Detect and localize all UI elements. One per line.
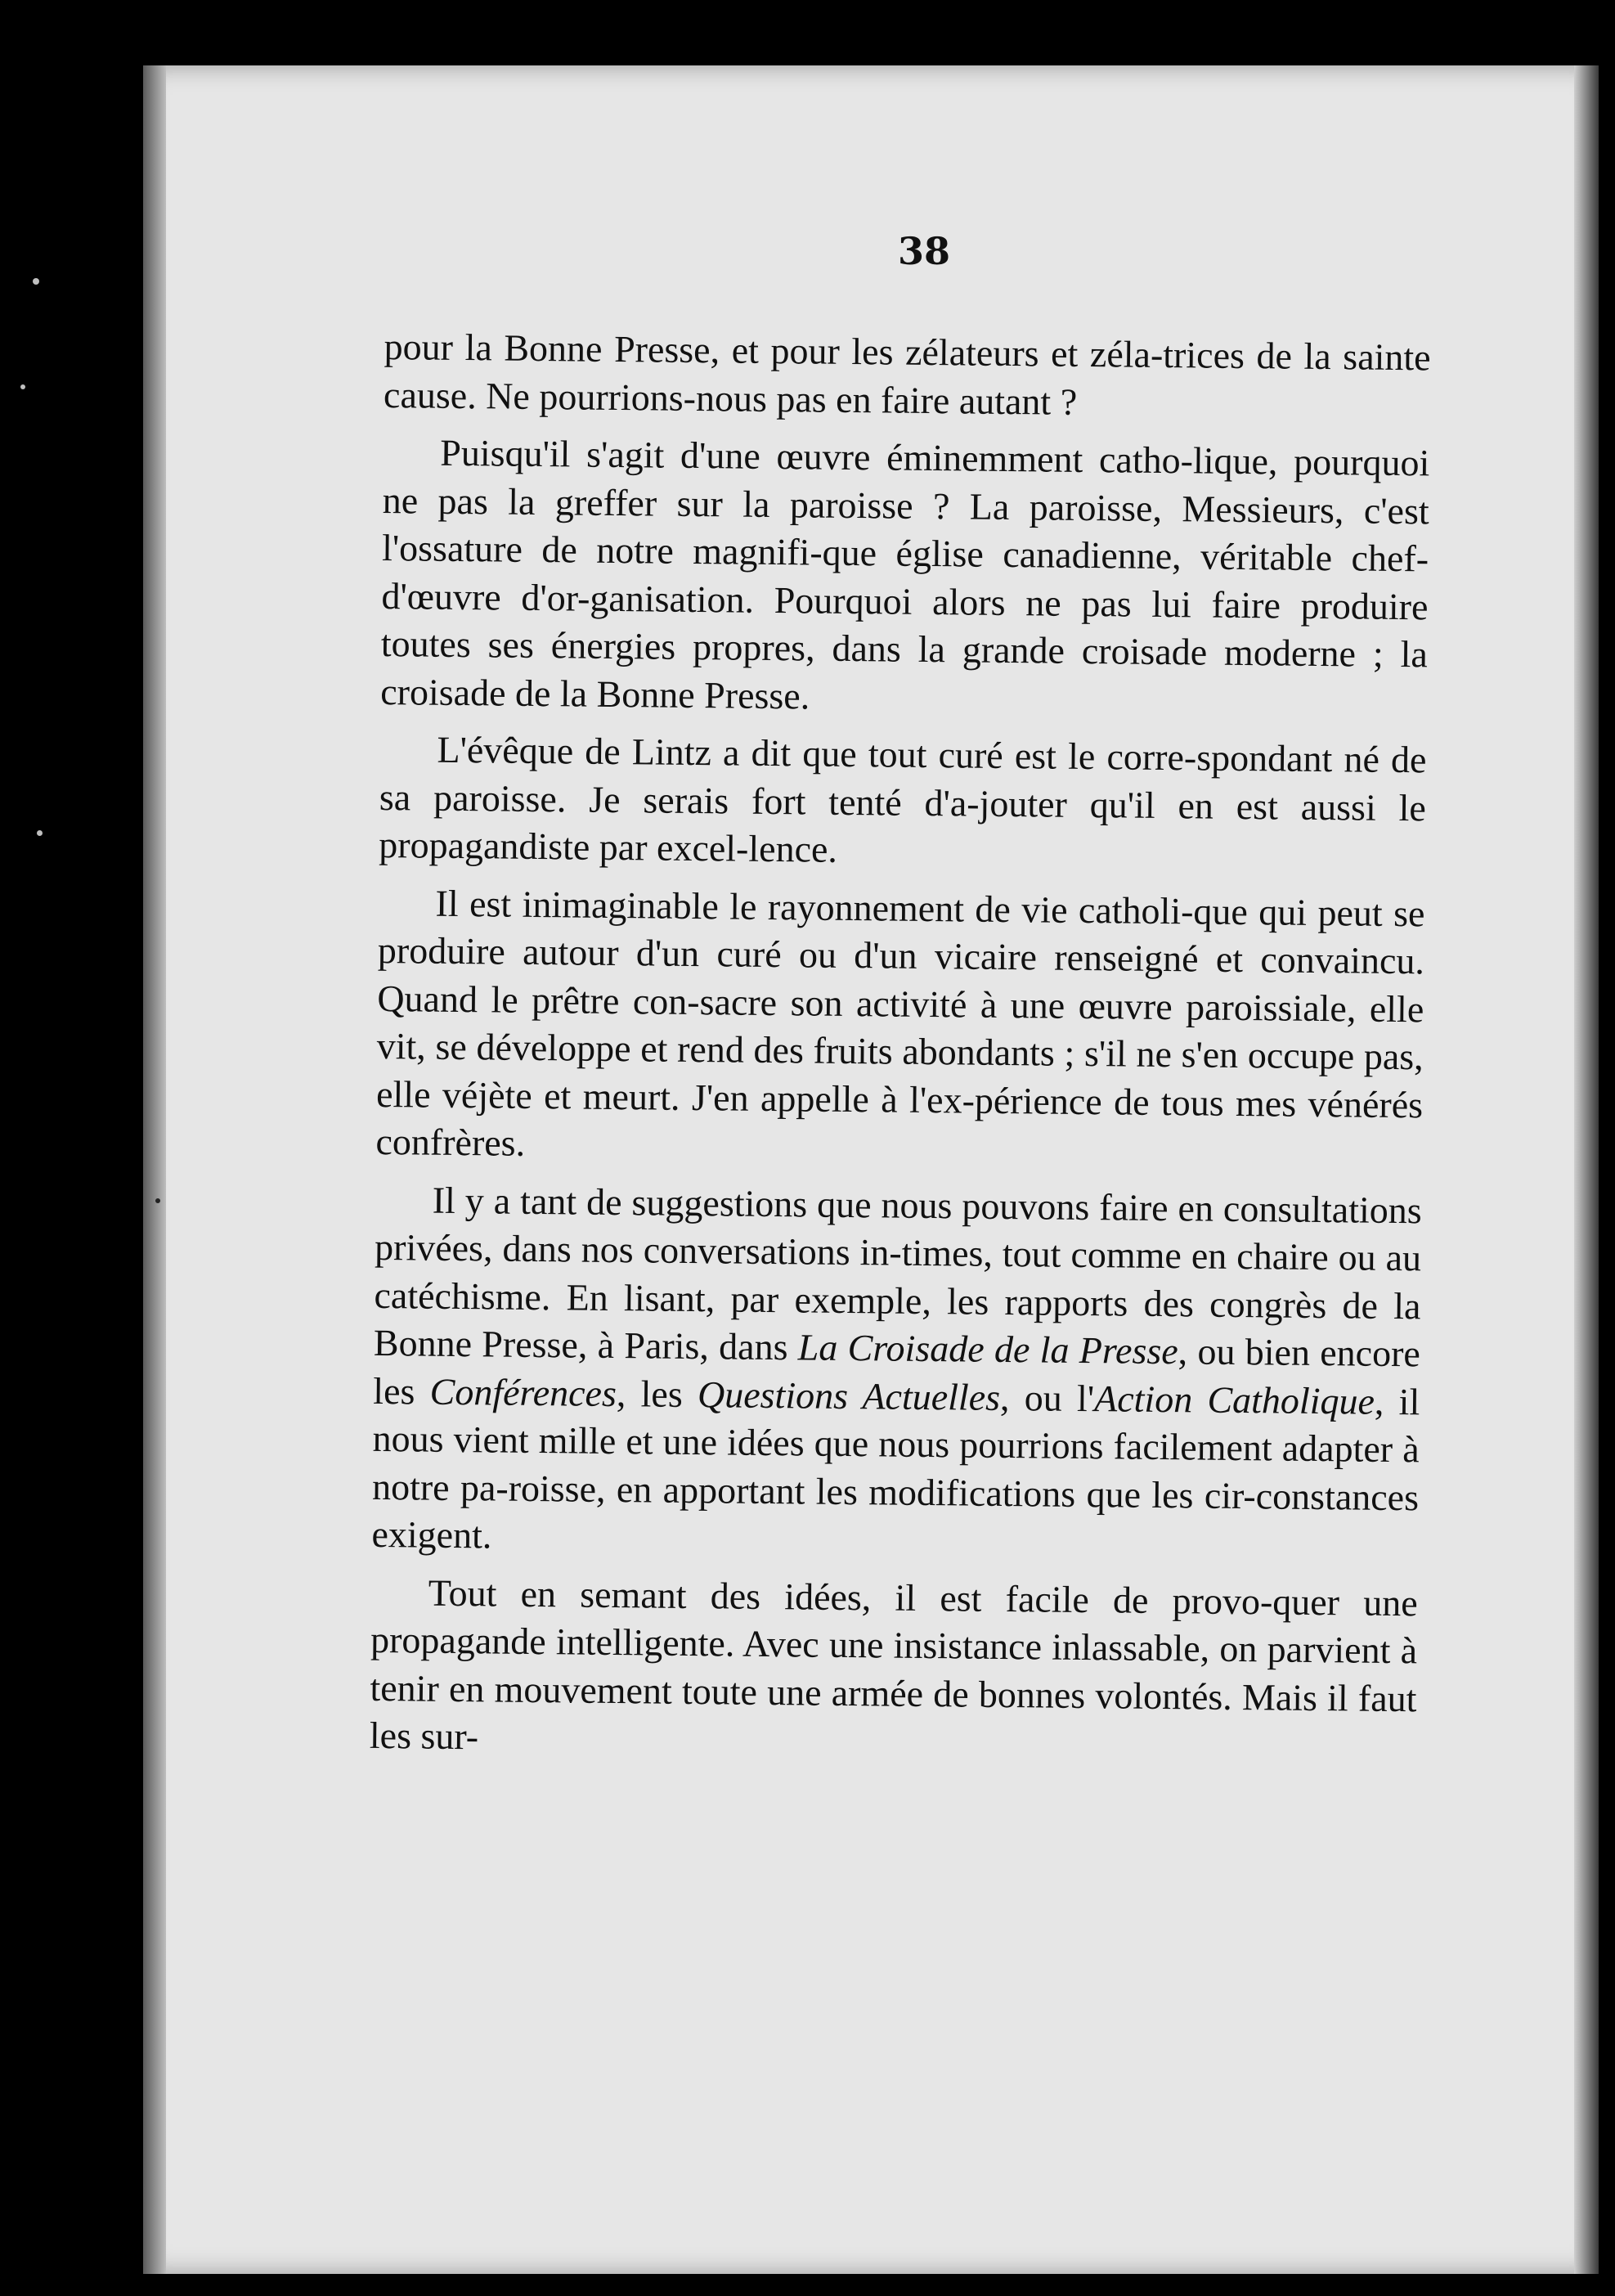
paragraph-text: pour la Bonne Presse, et pour les zélateurs et zéla-trices de la sainte cause. Ne pourrions-nous pas en faire autant ?	[383, 325, 1431, 423]
paragraph-text: Puisqu'il s'agit d'une œuvre éminemment catho-lique, pourquoi ne pas la greffer sur la paroisse ? La paroisse, Messieurs, c'est l'ossature de notre magnifi-que église canadienne, véritable chef-d'œuvre d'or-ganisation. Pourquoi alors ne pas lui faire produire toutes ses énergies propres, dans la grande croisade moderne ; la croisade de la Bonne Presse.	[380, 431, 1430, 717]
scan-speck	[20, 384, 25, 389]
paragraph-text: Il y a tant de suggestions que nous pouvons faire en consultations privées, dans nos conversations in-times, tout comme en chaire ou au catéchisme. En lisant, par exemple, les rapports des congrès de la Bonne Presse, à Paris, dans	[373, 1179, 1422, 1368]
paragraph-text: , ou l'	[999, 1376, 1095, 1419]
paragraph-text: , ou bien encore les	[373, 1330, 1421, 1413]
paragraph	[375, 878, 1425, 1176]
paragraph	[370, 1568, 1418, 1770]
italic-title: La Croisade de la Presse	[797, 1326, 1178, 1373]
italic-title: Questions Actuelles	[697, 1373, 1001, 1418]
scan-speck	[155, 1198, 160, 1203]
italic-title: Conférences	[429, 1370, 617, 1414]
paragraph	[379, 726, 1427, 880]
paragraph-text: , il nous vient mille et une idées que nous pourrions facilement adapter à notre pa-roisse, en apportant les modifications que les cir-constances exigent.	[371, 1380, 1420, 1557]
paragraph	[384, 323, 1431, 429]
paragraph-text: L'évêque de Lintz a dit que tout curé est le corre-spondant né de sa paroisse. Je serais fort tenté d'a-jouter qu'il en est aussi le propagandiste par excel-lence.	[379, 728, 1427, 870]
italic-title: Action Catholique	[1093, 1377, 1375, 1422]
page-number: 38	[897, 229, 950, 273]
scan-speck	[37, 830, 43, 836]
paragraph-text: , les	[616, 1372, 698, 1415]
paragraph-text: Il est inimaginable le rayonnement de vie catholi-que qui peut se produire autour d'un curé ou d'un vicaire renseigné et convaincu. Quand le prêtre con-sacre son activité à une œuvre paroissiale, elle vit, se développe et rend des fruits abondants ; s'il ne s'en occupe pas, elle véjète et meurt. J'en appelle à l'ex-périence de tous mes vénérés confrères.	[375, 882, 1425, 1164]
page-gutter-shadow	[143, 65, 166, 2274]
paragraph	[380, 429, 1430, 726]
paragraph	[371, 1175, 1422, 1569]
body-text	[369, 323, 1430, 1781]
paragraph-text: Tout en semant des idées, il est facile de provo-quer une propagande intelligente. Avec une insistance inlassable, on parvient à tenir en mouvement toute une armée de bonnes volontés. Mais il faut les sur-	[369, 1571, 1418, 1758]
scan-speck	[33, 278, 39, 285]
page-edge-shadow	[1574, 65, 1599, 2274]
